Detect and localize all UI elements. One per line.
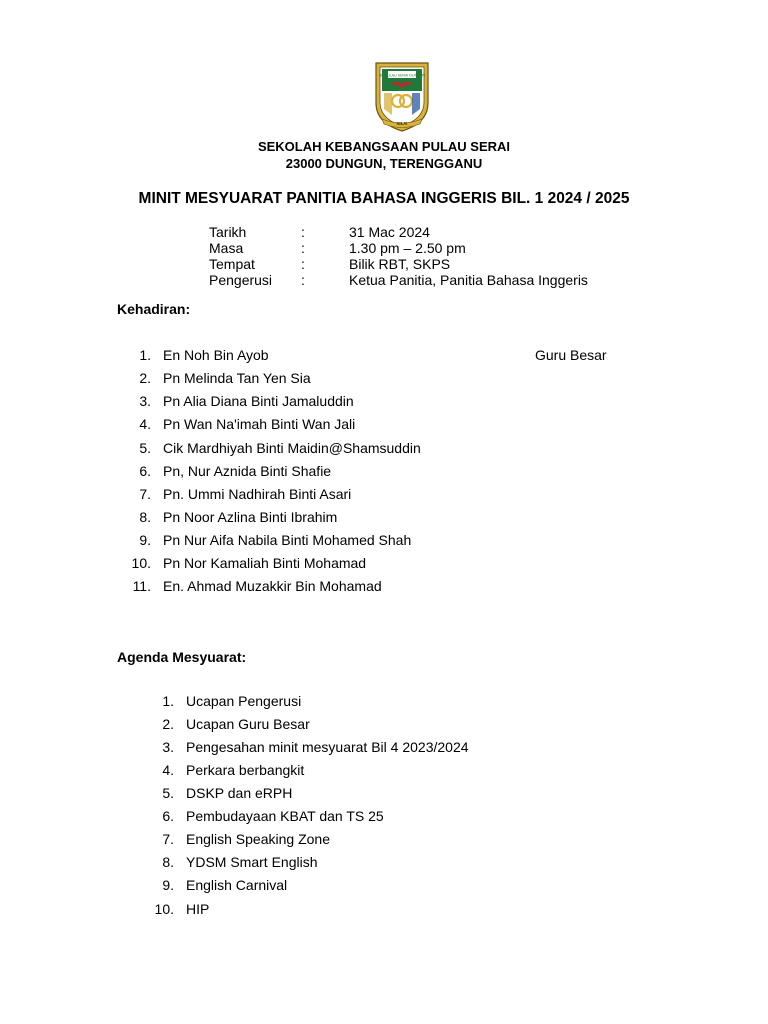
attendance-item (0, 530, 768, 550)
agenda-item (0, 852, 768, 872)
attendee-name: Pn Nur Aifa Nabila Binti Mohamed Shah (163, 532, 412, 548)
attendee-name: Pn. Ummi Nadhirah Binti Asari (163, 486, 352, 502)
attendee-name: Pn, Nur Aznida Binti Shafie (163, 463, 332, 479)
meta-row-chair (209, 272, 588, 288)
item-number: 9. (139, 532, 151, 548)
meta-row-venue (209, 256, 588, 272)
agenda-text: Ucapan Pengerusi (186, 693, 302, 709)
item-number: 4. (139, 416, 151, 432)
meta-separator: : (301, 256, 305, 272)
meta-value: 31 Mac 2024 (349, 224, 430, 240)
agenda-heading: Agenda Mesyuarat: (117, 649, 247, 665)
attendance-item (0, 438, 768, 458)
item-number: 5. (162, 785, 174, 801)
agenda-text: English Speaking Zone (186, 831, 330, 847)
school-crest-logo (370, 57, 434, 133)
agenda-text: DSKP dan eRPH (186, 785, 293, 801)
item-number: 2. (139, 370, 151, 386)
item-number: 7. (139, 486, 151, 502)
item-number: 7. (162, 831, 174, 847)
attendance-item (0, 576, 768, 596)
attendee-name: Pn Wan Na'imah Binti Wan Jali (163, 416, 356, 432)
attendee-name: Pn Nor Kamaliah Binti Mohamad (163, 555, 367, 571)
meta-value: Ketua Panitia, Panitia Bahasa Inggeris (349, 272, 588, 288)
item-number: 5. (139, 440, 151, 456)
item-number: 10. (154, 901, 174, 917)
meta-row-date (209, 224, 588, 240)
attendance-heading: Kehadiran: (117, 301, 191, 317)
attendance-item (0, 345, 768, 365)
agenda-text: YDSM Smart English (186, 854, 318, 870)
attendee-name: Cik Mardhiyah Binti Maidin@Shamsuddin (163, 440, 421, 456)
school-address: 23000 DUNGUN, TERENGGANU (285, 156, 483, 171)
attendance-item (0, 461, 768, 481)
crest-banner-text: SK PULAU SERAI DUNGUN (378, 73, 426, 78)
meta-label: Pengerusi (209, 272, 273, 288)
document-title: MINIT MESYUARAT PANITIA BAHASA INGGERIS BIL. 1 2024 / 2025 (138, 190, 630, 207)
agenda-item (0, 737, 768, 757)
attendance-item (0, 507, 768, 527)
item-number: 2. (162, 716, 174, 732)
meta-value: 1.30 pm – 2.50 pm (349, 240, 466, 256)
meta-row-time (209, 240, 588, 256)
agenda-item (0, 691, 768, 711)
meta-value: Bilik RBT, SKPS (349, 256, 451, 272)
item-number: 6. (162, 808, 174, 824)
attendance-item (0, 553, 768, 573)
item-number: 1. (162, 693, 174, 709)
item-number: 10. (131, 555, 151, 571)
agenda-item (0, 899, 768, 919)
item-number: 8. (162, 854, 174, 870)
agenda-text: Pembudayaan KBAT dan TS 25 (186, 808, 384, 824)
agenda-text: Perkara berbangkit (186, 762, 305, 778)
attendance-item (0, 414, 768, 434)
agenda-item (0, 714, 768, 734)
agenda-text: Ucapan Guru Besar (186, 716, 310, 732)
attendee-name: En Noh Bin Ayob (163, 347, 269, 363)
attendance-item (0, 391, 768, 411)
attendee-name: Pn Alia Diana Binti Jamaluddin (163, 393, 354, 409)
school-name: SEKOLAH KEBANGSAAN PULAU SERAI (257, 139, 511, 154)
item-number: 3. (162, 739, 174, 755)
meeting-details (209, 224, 588, 288)
item-number: 3. (139, 393, 151, 409)
item-number: 9. (162, 877, 174, 893)
agenda-item (0, 875, 768, 895)
agenda-item (0, 760, 768, 780)
meta-separator: : (301, 272, 305, 288)
attendance-item (0, 484, 768, 504)
attendance-item (0, 368, 768, 388)
crest-motto: NILAI (396, 121, 408, 126)
item-number: 11. (132, 578, 151, 594)
meta-label: Tempat (209, 256, 255, 272)
agenda-item (0, 783, 768, 803)
meta-separator: : (301, 240, 305, 256)
agenda-text: Pengesahan minit mesyuarat Bil 4 2023/2024 (186, 739, 469, 755)
agenda-item (0, 806, 768, 826)
agenda-text: HIP (186, 901, 210, 917)
agenda-text: English Carnival (186, 877, 288, 893)
attendee-name: En. Ahmad Muzakkir Bin Mohamad (163, 578, 382, 594)
attendee-role: Guru Besar (535, 347, 607, 363)
agenda-item (0, 829, 768, 849)
item-number: 4. (162, 762, 174, 778)
attendee-name: Pn Melinda Tan Yen Sia (163, 370, 311, 386)
item-number: 1. (139, 347, 151, 363)
meta-separator: : (301, 224, 305, 240)
item-number: 8. (139, 509, 151, 525)
meta-label: Masa (209, 240, 244, 256)
item-number: 6. (139, 463, 151, 479)
attendee-name: Pn Noor Azlina Binti Ibrahim (163, 509, 338, 525)
meta-label: Tarikh (209, 224, 247, 240)
